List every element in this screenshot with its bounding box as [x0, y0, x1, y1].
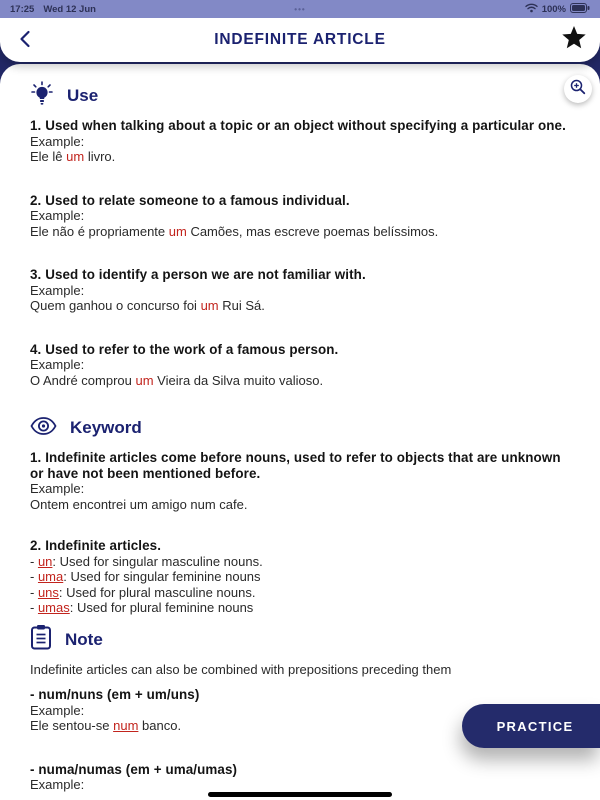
example-sentence: Ele não é propriamente um Camões, mas escreve poemas belíssimos.: [30, 223, 439, 239]
lightbulb-icon: [30, 81, 54, 112]
example-sentence: Ontem encontrei um amigo num cafe.: [30, 496, 248, 512]
example-label: Example:: [30, 702, 85, 718]
use-item-1: [30, 118, 570, 165]
status-ellipsis: •••: [294, 4, 306, 14]
practice-button-label: PRACTICE: [496, 718, 574, 734]
article-bullet: - un: Used for singular masculine nouns.: [30, 553, 263, 569]
example-label: Example:: [30, 777, 85, 792]
rule-title: 1. Used when talking about a topic or an object without specifying a particular one.: [30, 118, 566, 133]
use-item-4: [30, 342, 570, 389]
star-icon: [561, 25, 587, 55]
clipboard-icon: [30, 624, 52, 655]
example-label: Example:: [30, 282, 85, 298]
back-button[interactable]: [12, 28, 38, 54]
example-sentence: Ele sentou-se num banco.: [30, 718, 182, 733]
keyword-item-1: [30, 450, 570, 512]
page-title: INDEFINITE ARTICLE: [214, 31, 386, 48]
chevron-left-icon: [19, 30, 31, 53]
article-bullet: - uma: Used for singular feminine nouns: [30, 569, 261, 584]
article-bullet: - umas: Used for plural feminine nouns: [30, 600, 254, 615]
note-sub-2: [30, 762, 570, 793]
contraction-title: - num/nuns (em + um/uns): [30, 687, 200, 702]
battery-icon: [570, 3, 590, 16]
status-bar: [0, 0, 600, 18]
section-title-keyword: Keyword: [70, 418, 142, 437]
favorite-button[interactable]: [560, 26, 588, 54]
header: [0, 18, 600, 62]
status-time: 17:25: [10, 3, 35, 15]
practice-button[interactable]: [462, 704, 600, 748]
use-item-3: [30, 267, 570, 314]
lesson-content-card: [0, 64, 600, 800]
zoom-text-button[interactable]: [564, 75, 592, 103]
contraction-title: - numa/numas (em + uma/umas): [30, 761, 238, 777]
rule-title: 1. Indefinite articles come before nouns, used to refer to objects that are unknown or have not been mentioned before.: [30, 450, 561, 481]
section-title-note: Note: [65, 629, 103, 649]
section-heading-use: [30, 84, 570, 108]
magnifier-plus-icon: [570, 79, 586, 100]
section-heading-note: [30, 628, 570, 652]
rule-title: 3. Used to identify a person we are not familiar with.: [30, 267, 366, 282]
status-date: Wed 12 Jun: [43, 3, 96, 15]
example-label: Example:: [30, 133, 85, 149]
rule-title: 2. Used to relate someone to a famous individual.: [30, 192, 350, 208]
wifi-icon: [525, 3, 538, 16]
section-title-use: Use: [67, 86, 99, 105]
use-item-2: [30, 193, 570, 240]
home-indicator[interactable]: [208, 792, 392, 797]
note-intro: Indefinite articles can also be combined with prepositions preceding them: [30, 661, 452, 677]
example-sentence: Quem ganhou o concurso foi um Rui Sá.: [30, 298, 265, 313]
eye-icon: [30, 416, 57, 441]
keyword-item-2: [30, 538, 570, 616]
example-label: Example:: [30, 481, 85, 496]
example-label: Example:: [30, 357, 85, 372]
rule-title: 4. Used to refer to the work of a famous person.: [30, 341, 339, 357]
article-bullet: - uns: Used for plural masculine nouns.: [30, 584, 256, 600]
rule-title: 2. Indefinite articles.: [30, 538, 162, 553]
example-sentence: Ele lê um livro.: [30, 149, 116, 164]
example-sentence: O André comprou um Vieira da Silva muito valioso.: [30, 372, 324, 388]
section-heading-keyword: [30, 416, 570, 440]
example-label: Example:: [30, 208, 85, 223]
battery-percent: 100%: [541, 3, 566, 15]
